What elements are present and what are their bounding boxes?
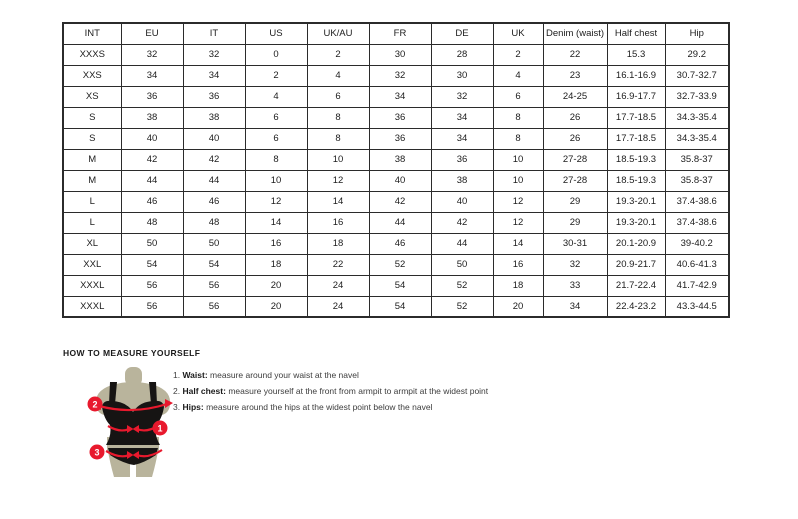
table-cell: 54 [369,275,431,296]
size-label-cell: XXL [63,254,121,275]
table-cell: 48 [121,212,183,233]
table-cell: 50 [183,233,245,254]
column-header: Denim (waist) [543,23,607,44]
table-cell: 24 [307,296,369,317]
table-cell: 22.4-23.2 [607,296,665,317]
table-cell: 35.8-37 [665,149,729,170]
size-label-cell: S [63,107,121,128]
size-label-cell: XXXS [63,44,121,65]
column-header: UK/AU [307,23,369,44]
table-cell: 14 [493,233,543,254]
table-cell: 54 [369,296,431,317]
table-cell: 20.1-20.9 [607,233,665,254]
table-cell: 32 [183,44,245,65]
table-cell: 52 [431,296,493,317]
size-label-cell: M [63,149,121,170]
table-cell: 18 [493,275,543,296]
table-cell: 34 [183,65,245,86]
table-row [63,107,729,128]
table-cell: 37.4-38.6 [665,191,729,212]
table-cell: 46 [183,191,245,212]
measure-step-hips [173,403,488,412]
table-cell: 36 [369,107,431,128]
column-header: Hip [665,23,729,44]
table-cell: 29.2 [665,44,729,65]
table-cell: 32 [369,65,431,86]
table-cell: 32 [543,254,607,275]
table-cell: 56 [121,296,183,317]
table-cell: 30-31 [543,233,607,254]
table-cell: 19.3-20.1 [607,212,665,233]
measure-step-waist [173,371,488,380]
column-header: EU [121,23,183,44]
table-cell: 2 [245,65,307,86]
table-cell: 42 [369,191,431,212]
table-cell: 30 [431,65,493,86]
table-cell: 22 [307,254,369,275]
table-cell: 32.7-33.9 [665,86,729,107]
table-cell: 16.1-16.9 [607,65,665,86]
table-row [63,212,729,233]
table-cell: 8 [307,128,369,149]
table-cell: 29 [543,212,607,233]
table-cell: 4 [307,65,369,86]
table-cell: 48 [183,212,245,233]
table-row [63,128,729,149]
table-cell: 54 [183,254,245,275]
table-cell: 14 [307,191,369,212]
step-number: 2. [173,386,181,396]
table-cell: 41.7-42.9 [665,275,729,296]
badge-chest-number: 2 [92,399,98,410]
table-cell: 12 [493,191,543,212]
size-label-cell: XXXL [63,296,121,317]
table-cell: 12 [307,170,369,191]
size-label-cell: L [63,212,121,233]
table-cell: 36 [183,86,245,107]
table-cell: 40 [121,128,183,149]
table-cell: 17.7-18.5 [607,128,665,149]
table-cell: 44 [369,212,431,233]
table-cell: 38 [369,149,431,170]
table-row [63,275,729,296]
table-cell: 46 [121,191,183,212]
table-cell: 21.7-22.4 [607,275,665,296]
size-label-cell: M [63,170,121,191]
table-row [63,254,729,275]
table-cell: 28 [431,44,493,65]
size-label-cell: S [63,128,121,149]
table-row [63,233,729,254]
column-header: FR [369,23,431,44]
table-cell: 8 [493,107,543,128]
table-cell: 40.6-41.3 [665,254,729,275]
table-row [63,44,729,65]
size-chart-body [63,44,729,317]
table-cell: 10 [493,149,543,170]
table-cell: 12 [493,212,543,233]
table-cell: 23 [543,65,607,86]
table-cell: 8 [245,149,307,170]
table-cell: 20 [493,296,543,317]
column-header: IT [183,23,245,44]
table-cell: 42 [431,212,493,233]
table-row [63,86,729,107]
table-row [63,65,729,86]
table-cell: 16 [245,233,307,254]
table-cell: 26 [543,107,607,128]
table-cell: 8 [307,107,369,128]
table-cell: 54 [121,254,183,275]
table-cell: 18 [245,254,307,275]
step-term: Half chest: [182,386,226,396]
table-cell: 42 [121,149,183,170]
table-cell: 22 [543,44,607,65]
table-cell: 36 [369,128,431,149]
table-row [63,191,729,212]
table-cell: 32 [431,86,493,107]
table-cell: 20 [245,296,307,317]
table-cell: 36 [121,86,183,107]
table-cell: 38 [183,107,245,128]
table-cell: 56 [121,275,183,296]
table-cell: 56 [183,296,245,317]
table-cell: 24 [307,275,369,296]
table-cell: 27-28 [543,149,607,170]
column-header: UK [493,23,543,44]
size-label-cell: L [63,191,121,212]
step-number: 1. [173,370,181,380]
column-header: Half chest [607,23,665,44]
step-term: Waist: [182,370,208,380]
table-cell: 40 [183,128,245,149]
table-cell: 52 [369,254,431,275]
table-cell: 50 [121,233,183,254]
table-cell: 10 [493,170,543,191]
size-label-cell: XXXL [63,275,121,296]
table-cell: 38 [431,170,493,191]
step-text: measure around your waist at the navel [210,370,359,380]
table-cell: 39-40.2 [665,233,729,254]
table-cell: 26 [543,128,607,149]
table-row [63,149,729,170]
table-cell: 34 [369,86,431,107]
table-cell: 52 [431,275,493,296]
table-cell: 10 [245,170,307,191]
table-cell: 16 [493,254,543,275]
table-cell: 37.4-38.6 [665,212,729,233]
size-chart-table [62,22,730,318]
size-label-cell: XL [63,233,121,254]
table-cell: 2 [307,44,369,65]
table-cell: 14 [245,212,307,233]
table-cell: 29 [543,191,607,212]
table-cell: 38 [121,107,183,128]
table-cell: 34 [431,128,493,149]
table-cell: 4 [245,86,307,107]
badge-hips-number: 3 [94,447,100,458]
table-cell: 10 [307,149,369,170]
table-cell: 42 [183,149,245,170]
step-term: Hips: [182,402,204,412]
table-cell: 46 [369,233,431,254]
measure-steps [173,371,488,419]
table-cell: 19.3-20.1 [607,191,665,212]
size-label-cell: XS [63,86,121,107]
table-cell: 20.9-21.7 [607,254,665,275]
table-row [63,296,729,317]
column-header: US [245,23,307,44]
table-cell: 33 [543,275,607,296]
table-cell: 18.5-19.3 [607,170,665,191]
table-cell: 34 [543,296,607,317]
table-cell: 30 [369,44,431,65]
measure-section-heading: HOW TO MEASURE YOURSELF [63,348,201,358]
table-cell: 18 [307,233,369,254]
size-chart-header [63,23,729,44]
table-cell: 6 [245,128,307,149]
measure-step-half-chest [173,387,488,396]
table-cell: 36 [431,149,493,170]
table-cell: 16 [307,212,369,233]
table-cell: 40 [369,170,431,191]
table-cell: 35.8-37 [665,170,729,191]
table-cell: 34.3-35.4 [665,107,729,128]
column-header: DE [431,23,493,44]
table-cell: 34.3-35.4 [665,128,729,149]
table-cell: 34 [431,107,493,128]
table-cell: 18.5-19.3 [607,149,665,170]
table-cell: 20 [245,275,307,296]
table-cell: 6 [493,86,543,107]
step-text: measure around the hips at the widest point below the navel [206,402,433,412]
table-cell: 6 [307,86,369,107]
table-cell: 44 [121,170,183,191]
table-cell: 8 [493,128,543,149]
badge-waist-number: 1 [157,423,163,434]
table-cell: 32 [121,44,183,65]
table-row [63,170,729,191]
table-cell: 0 [245,44,307,65]
table-cell: 6 [245,107,307,128]
table-cell: 34 [121,65,183,86]
table-cell: 17.7-18.5 [607,107,665,128]
table-cell: 24-25 [543,86,607,107]
table-cell: 4 [493,65,543,86]
table-cell: 2 [493,44,543,65]
step-text: measure yourself at the front from armpit to armpit at the widest point [228,386,489,396]
table-cell: 15.3 [607,44,665,65]
table-cell: 44 [431,233,493,254]
table-cell: 43.3-44.5 [665,296,729,317]
table-cell: 40 [431,191,493,212]
column-header: INT [63,23,121,44]
table-cell: 16.9-17.7 [607,86,665,107]
table-cell: 50 [431,254,493,275]
table-cell: 12 [245,191,307,212]
step-number: 3. [173,402,181,412]
table-cell: 56 [183,275,245,296]
table-cell: 27-28 [543,170,607,191]
size-label-cell: XXS [63,65,121,86]
table-cell: 44 [183,170,245,191]
table-cell: 30.7-32.7 [665,65,729,86]
